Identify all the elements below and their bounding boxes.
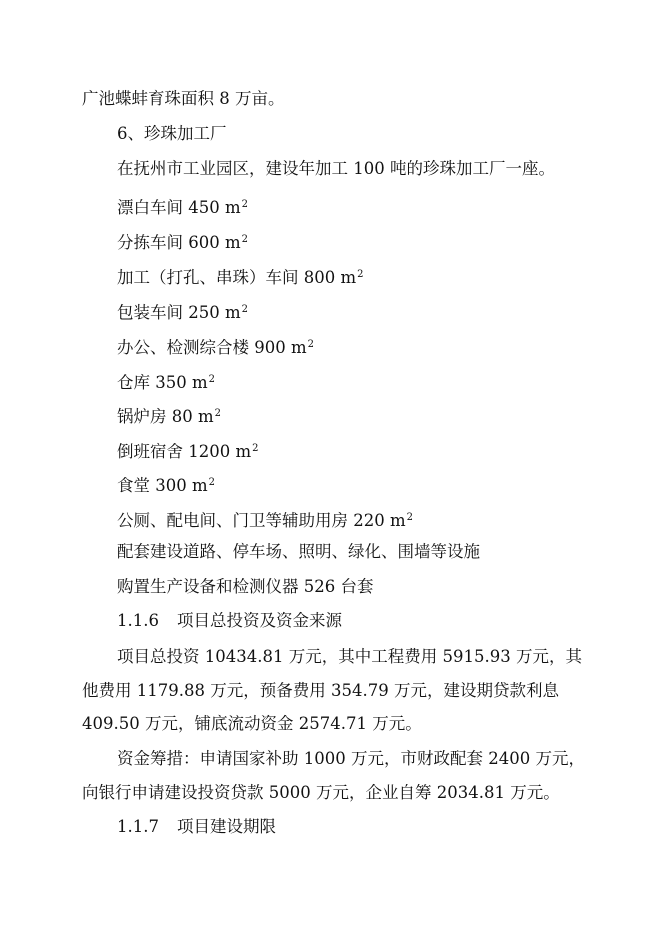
section-heading [117, 816, 276, 838]
line-text: 公厕、配电间、门卫等辅助用房 220 m [117, 511, 406, 530]
line-text: 食堂 300 m [117, 476, 208, 495]
facility-item [117, 229, 248, 254]
line-text: 资金筹措：申请国家补助 1000 万元，市财政配套 2400 万元， [117, 749, 585, 768]
line-text: 项目总投资 10434.81 万元，其中工程费用 5915.93 万元，其 [117, 647, 582, 666]
text-line [117, 748, 585, 770]
line-text: 向银行申请建设投资贷款 5000 万元，企业自筹 2034.81 万元。 [82, 783, 560, 802]
text-line [117, 576, 373, 598]
line-text: 广池蝶蚌育珠面积 8 万亩。 [82, 89, 285, 108]
line-text: 倒班宿舍 1200 m [117, 442, 252, 461]
text-line [82, 713, 422, 735]
heading-title: 项目建设期限 [176, 817, 276, 836]
line-text: 分拣车间 600 m [117, 233, 241, 252]
facility-item [117, 438, 259, 463]
facility-item [117, 299, 248, 324]
line-text: 包装车间 250 m [117, 303, 241, 322]
area-exponent: 2 [241, 304, 249, 315]
facility-item [117, 334, 314, 359]
area-exponent: 2 [208, 477, 216, 488]
line-text: 配套建设道路、停车场、照明、绿化、围墙等设施 [117, 542, 480, 561]
line-text: 409.50 万元，铺底流动资金 2574.71 万元。 [82, 714, 422, 733]
text-line [117, 646, 582, 668]
facility-item [117, 507, 413, 532]
area-exponent: 2 [252, 443, 259, 454]
line-text: 漂白车间 450 m [117, 198, 241, 217]
heading-title: 项目总投资及资金来源 [176, 611, 342, 630]
area-exponent: 2 [214, 408, 222, 419]
line-text: 6、珍珠加工厂 [117, 124, 227, 143]
area-exponent: 2 [241, 234, 249, 245]
heading-number: 1.1.7 [117, 817, 159, 836]
text-line [82, 782, 560, 804]
facility-item [117, 264, 364, 289]
line-text: 仓库 350 m [117, 373, 208, 392]
line-text: 在抚州市工业园区，建设年加工 100 吨的珍珠加工厂一座。 [117, 159, 555, 178]
area-exponent: 2 [307, 339, 315, 350]
area-exponent: 2 [357, 269, 364, 280]
area-exponent: 2 [406, 512, 414, 523]
line-text: 办公、检测综合楼 900 m [117, 338, 307, 357]
text-line [82, 680, 559, 702]
area-exponent: 2 [208, 374, 216, 385]
area-exponent: 2 [241, 199, 249, 210]
heading-number: 1.1.6 [117, 611, 159, 630]
text-line [117, 541, 480, 563]
section-heading [117, 610, 342, 632]
facility-item [117, 472, 215, 497]
facility-item [117, 369, 215, 394]
text-line [82, 88, 285, 110]
line-text: 加工（打孔、串珠）车间 800 m [117, 268, 357, 287]
text-line [117, 158, 555, 180]
line-text: 他费用 1179.88 万元，预备费用 354.79 万元，建设期贷款利息 [82, 681, 559, 700]
facility-item [117, 403, 221, 428]
line-text: 购置生产设备和检测仪器 526 台套 [117, 577, 374, 596]
section-heading [117, 123, 227, 145]
line-text: 锅炉房 80 m [117, 407, 214, 426]
facility-item [117, 194, 248, 219]
